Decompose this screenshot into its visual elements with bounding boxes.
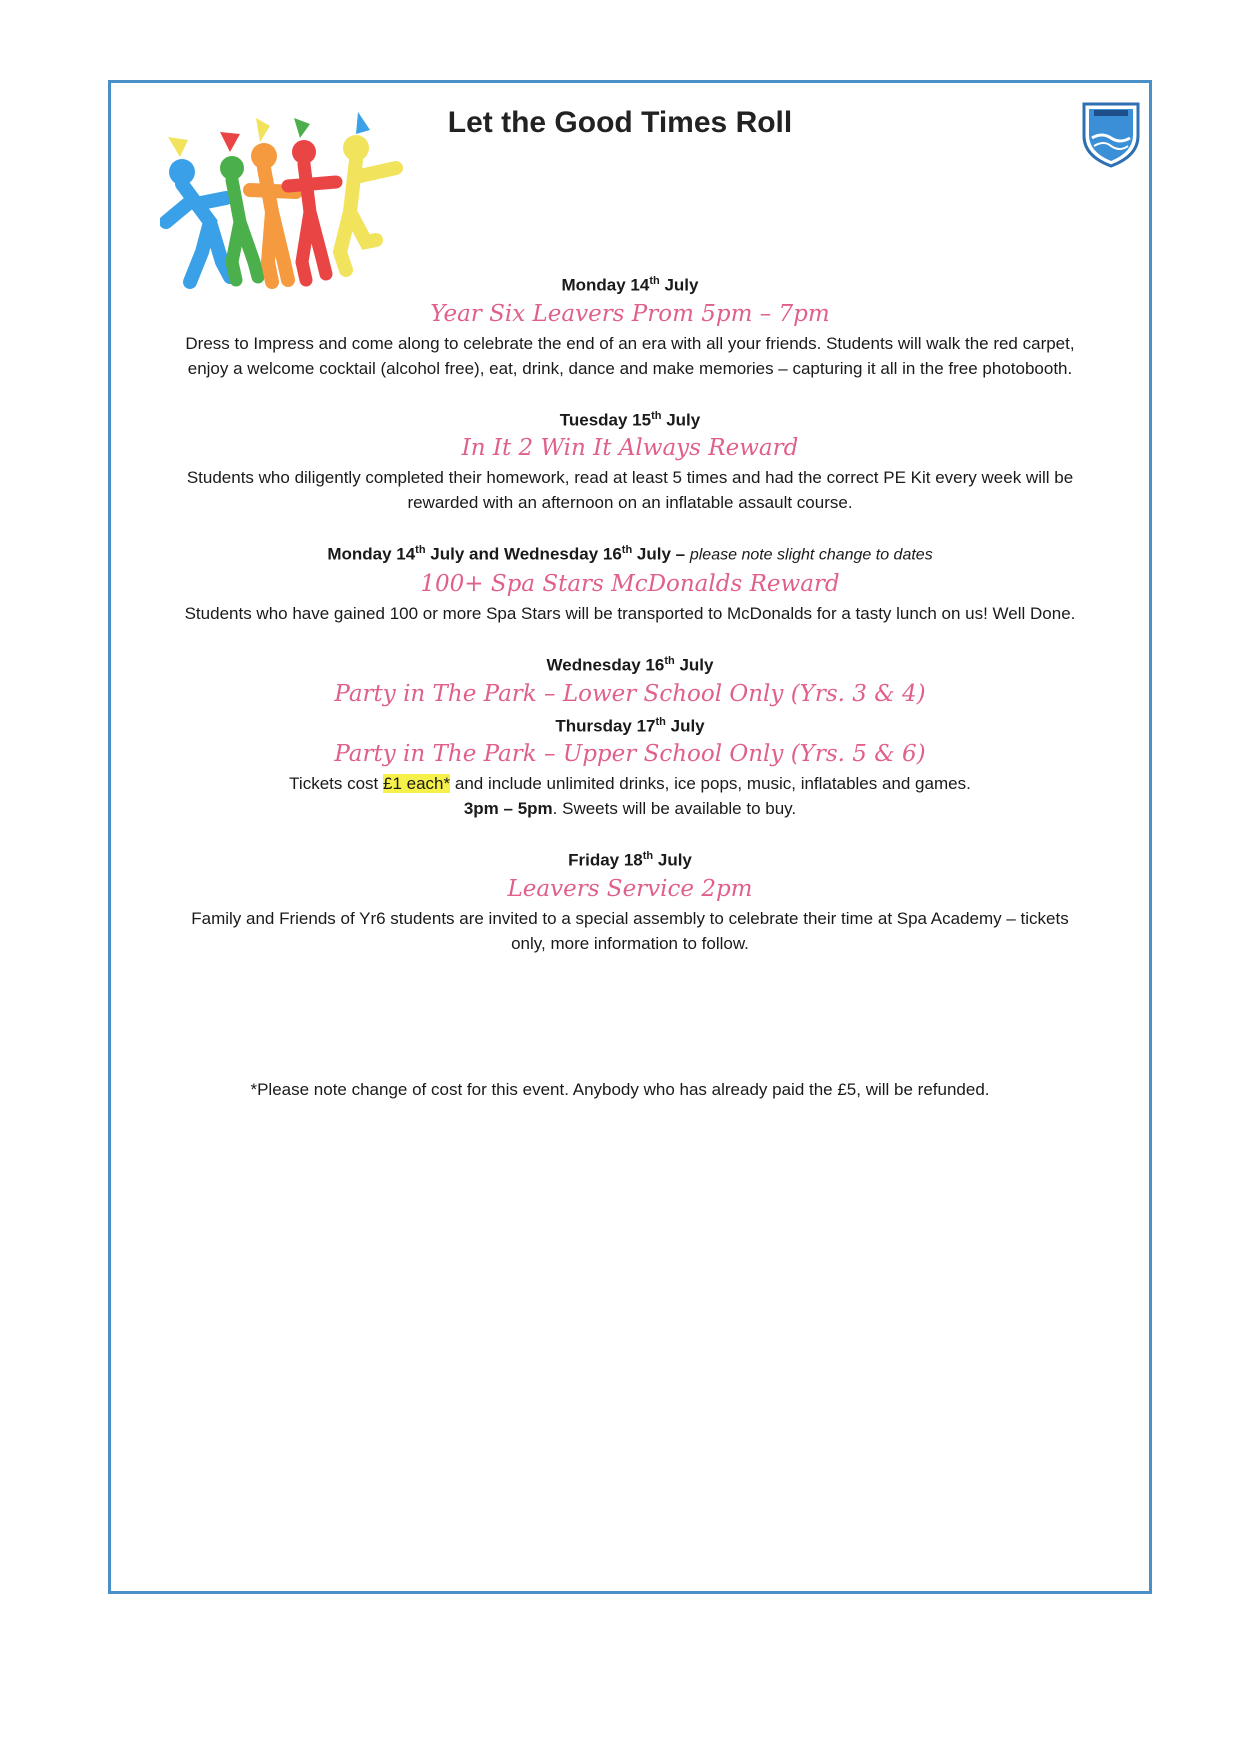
event-date: Friday 18th July <box>568 850 692 870</box>
price-highlight: £1 each* <box>383 774 451 794</box>
event-date-second: Thursday 17th July <box>555 715 705 736</box>
event-name: Party in The Park – Lower School Only (Yrs. 3 & 4) <box>334 680 926 707</box>
event-date: Wednesday 16th July <box>546 654 714 675</box>
event-date: Monday 14th July <box>561 275 699 295</box>
event-date: Monday 14th July and Wednesday 16th July – please note slight change to dates <box>327 544 933 564</box>
events-list <box>180 270 1080 956</box>
event-description: Students who have gained 100 or more Spa Stars will be transported to McDonalds for a tasty lunch on us! Well Done. <box>184 603 1076 623</box>
event-spa-stars-reward <box>180 539 1080 626</box>
blue-figure <box>166 137 230 282</box>
event-name: In It 2 Win It Always Reward <box>461 435 799 462</box>
date-change-note: please note slight change to dates <box>689 546 933 564</box>
event-leavers-service <box>180 845 1080 956</box>
footnote: *Please note change of cost for this event. Anybody who has already paid the £5, will be refunded. <box>250 1080 990 1099</box>
event-date: Tuesday 15th July <box>559 409 701 430</box>
event-name-second: Party in The Park – Upper School Only (Yrs. 5 & 6) <box>334 741 926 768</box>
event-description: Students who diligently completed their homework, read at least 5 times and had the correct PE Kit every week will be rewarded with an afternoon on an inflatable assault course. <box>186 468 1074 513</box>
yellow-figure <box>340 112 396 270</box>
school-crest-logo <box>1080 98 1142 168</box>
event-party-in-the-park <box>180 650 1080 821</box>
event-win-it-reward <box>180 405 1080 516</box>
page-title: Let the Good Times Roll <box>447 106 793 139</box>
event-description: Tickets cost £1 each* and include unlimited drinks, ice pops, music, inflatables and games. 3pm – 5pm. Sweets will be available to buy. <box>289 774 971 819</box>
red-figure <box>288 118 336 280</box>
event-description: Family and Friends of Yr6 students are invited to a special assembly to celebrate their time at Spa Academy – tickets only, more information to follow. <box>191 908 1069 953</box>
event-name: Year Six Leavers Prom 5pm – 7pm <box>430 300 830 327</box>
event-description: Dress to Impress and come along to celebrate the end of an era with all your friends. Students will walk the red carpet, enjoy a welcome cocktail (alcohol free), eat, drink, dance and make memories – capturing it all in the free photobooth. <box>185 333 1075 378</box>
event-name: 100+ Spa Stars McDonalds Reward <box>420 570 840 597</box>
event-name: Leavers Service 2pm <box>507 875 753 902</box>
event-prom <box>180 270 1080 381</box>
